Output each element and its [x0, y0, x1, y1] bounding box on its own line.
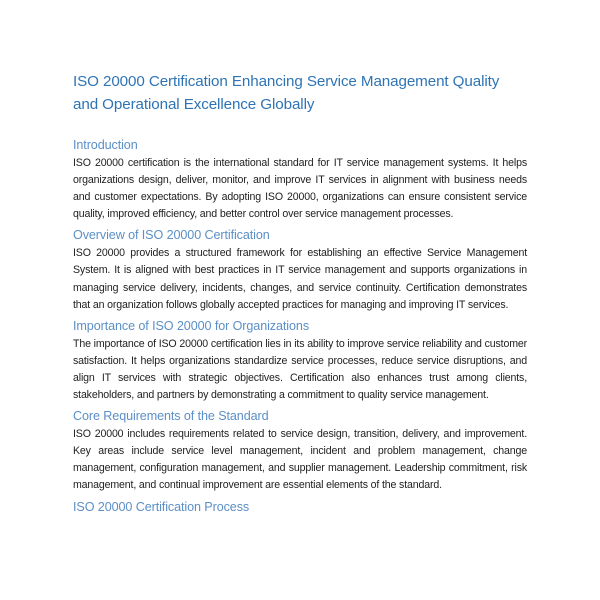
section-paragraph: The importance of ISO 20000 certification lies in its ability to improve service reliability and customer satisfaction. It helps organizations standardize service processes, reduce service disruptions, and align IT services with strategic objectives. Certification also enhances trust among clients, stakeholders, and partners by demonstrating a commitment to quality service management.: [73, 337, 527, 402]
section-importance: [73, 318, 527, 404]
document-page: [73, 70, 527, 520]
section-heading: Importance of ISO 20000 for Organizations: [73, 318, 310, 333]
section-paragraph: ISO 20000 certification is the international standard for IT service management systems. It helps organizations design, deliver, monitor, and improve IT services in alignment with business needs and customer expectations. By adopting ISO 20000, organizations can ensure consistent service quality, improved efficiency, and better control over service management processes.: [73, 157, 527, 221]
section-paragraph: ISO 20000 includes requirements related to service design, transition, delivery, and improvement. Key areas include service level management, incident and problem management, change management, configuration management, and supplier management. Leadership commitment, risk management, and continual improvement are essential elements of the standard.: [73, 428, 527, 492]
section-paragraph: ISO 20000 provides a structured framework for establishing an effective Service Management System. It is aligned with best practices in IT service management and supports organizations in managing service delivery, incidents, changes, and service continuity. Certification demonstrates that an organization follows globally accepted practices for managing and improving IT services.: [73, 247, 527, 311]
section-heading: Introduction: [73, 138, 138, 152]
section-heading: Core Requirements of the Standard: [73, 409, 269, 424]
section-certification-process: [73, 499, 527, 516]
section-heading: Overview of ISO 20000 Certification: [73, 228, 270, 243]
section-overview: [73, 227, 527, 313]
section-introduction: [73, 137, 527, 223]
section-core-requirements: [73, 408, 527, 494]
section-heading: ISO 20000 Certification Process: [73, 499, 250, 514]
document-title: ISO 20000 Certification Enhancing Service Management Quality and Operational Excellence Globally: [73, 73, 500, 113]
